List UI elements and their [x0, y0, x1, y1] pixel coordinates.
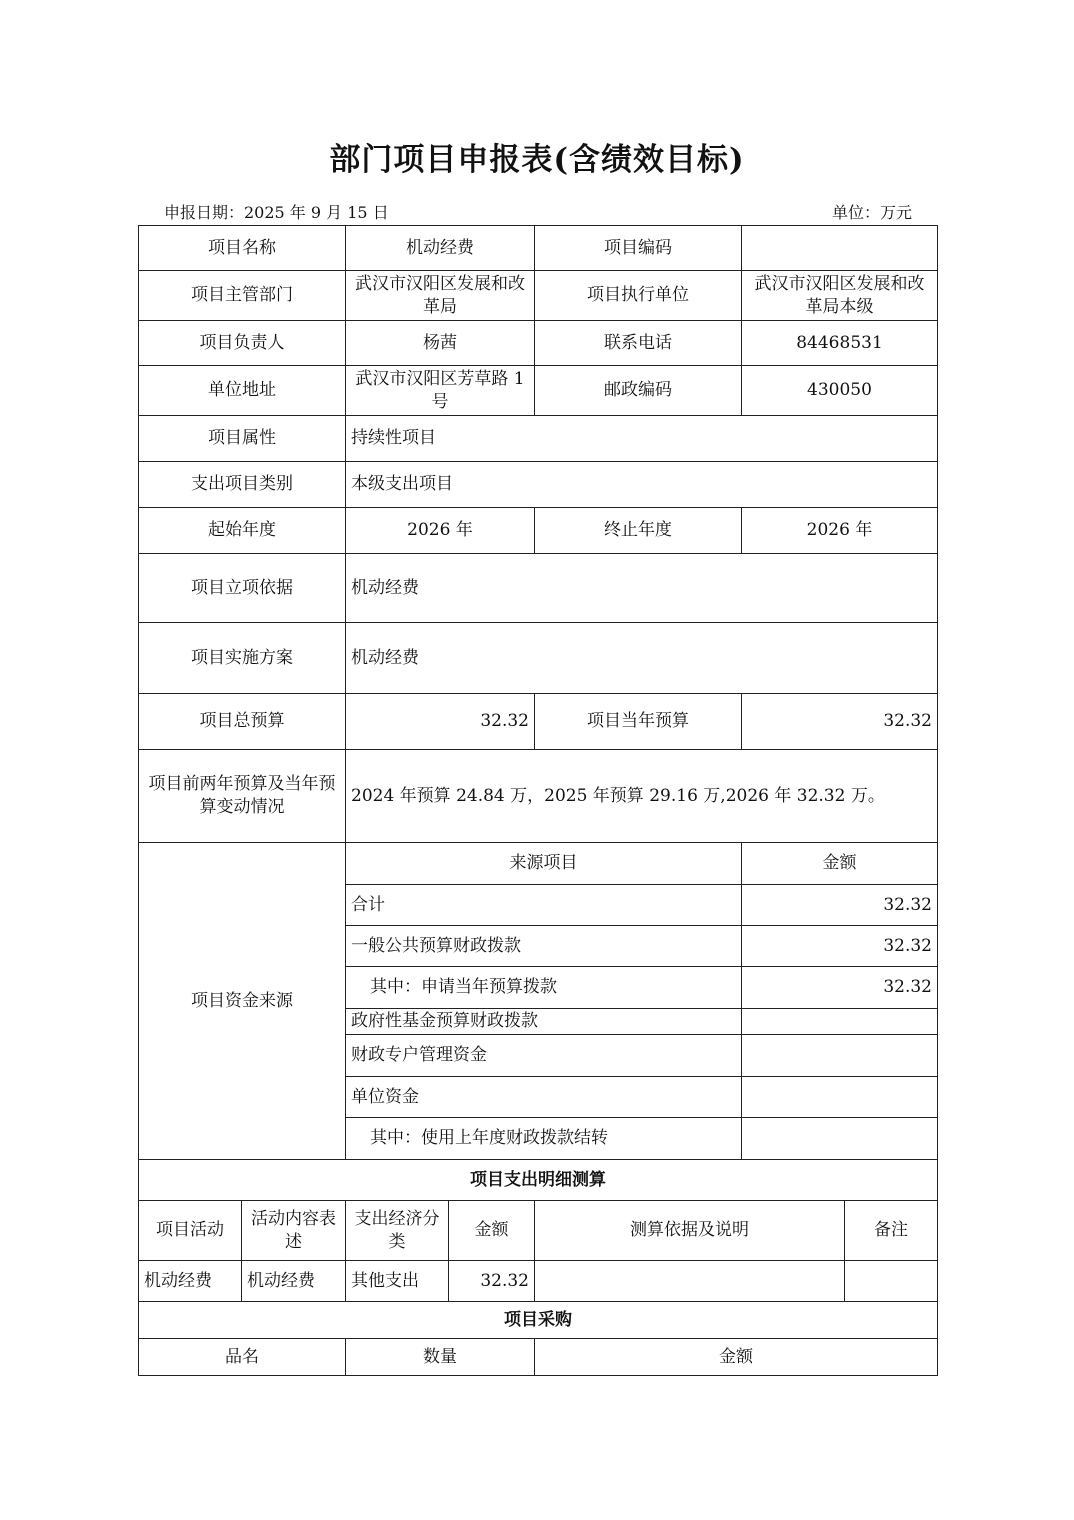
funding-row-name: 一般公共预算财政拨款: [346, 926, 742, 967]
detail-header-content: 活动内容表述: [242, 1201, 346, 1261]
funding-row-name: 合计: [346, 885, 742, 926]
value-basis: 机动经费: [346, 554, 938, 623]
value-attribute: 持续性项目: [346, 416, 938, 462]
detail-amount: 32.32: [449, 1261, 535, 1302]
row-basis: [139, 554, 938, 623]
label-funding-source: 项目资金来源: [139, 843, 346, 1160]
label-current-budget: 项目当年预算: [535, 694, 742, 750]
value-current-budget: 32.32: [742, 694, 938, 750]
detail-content: 机动经费: [242, 1261, 346, 1302]
funding-row-amount: [742, 1035, 938, 1077]
funding-row-name: 政府性基金预算财政拨款: [346, 1009, 742, 1035]
row-budget-change: [139, 750, 938, 843]
row-category: [139, 462, 938, 508]
label-end-year: 终止年度: [535, 508, 742, 554]
label-phone: 联系电话: [535, 321, 742, 366]
label-postcode: 邮政编码: [535, 366, 742, 416]
value-postcode: 430050: [742, 366, 938, 416]
label-exec-unit: 项目执行单位: [535, 271, 742, 321]
label-department: 项目主管部门: [139, 271, 346, 321]
funding-row-name: 其中：使用上年度财政拨款结转: [346, 1118, 742, 1160]
value-project-name: 机动经费: [346, 226, 535, 271]
funding-row-name: 其中：申请当年预算拨款: [346, 967, 742, 1009]
funding-row-amount: 32.32: [742, 926, 938, 967]
funding-row-name: 单位资金: [346, 1077, 742, 1118]
procurement-header-amount: 金额: [535, 1339, 938, 1376]
detail-basis: [535, 1261, 845, 1302]
detail-section-title: 项目支出明细测算: [139, 1160, 938, 1201]
value-category: 本级支出项目: [346, 462, 938, 508]
row-department: [139, 271, 938, 321]
funding-source-header: 来源项目: [346, 843, 742, 885]
label-plan: 项目实施方案: [139, 623, 346, 694]
funding-amount-header: 金额: [742, 843, 938, 885]
value-plan: 机动经费: [346, 623, 938, 694]
row-plan: [139, 623, 938, 694]
procurement-section-title: 项目采购: [139, 1302, 938, 1339]
project-form-table: [138, 225, 938, 1376]
procurement-header-quantity: 数量: [346, 1339, 535, 1376]
detail-header-basis: 测算依据及说明: [535, 1201, 845, 1261]
row-attribute: [139, 416, 938, 462]
value-leader: 杨茜: [346, 321, 535, 366]
row-budget: [139, 694, 938, 750]
procurement-section-row: [139, 1302, 938, 1339]
value-start-year: 2026 年: [346, 508, 535, 554]
funding-row-name: 财政专户管理资金: [346, 1035, 742, 1077]
detail-note: [845, 1261, 938, 1302]
detail-activity: 机动经费: [139, 1261, 242, 1302]
value-total-budget: 32.32: [346, 694, 535, 750]
funding-row-amount: [742, 1118, 938, 1160]
label-basis: 项目立项依据: [139, 554, 346, 623]
label-budget-change: 项目前两年预算及当年预算变动情况: [139, 750, 346, 843]
row-project-name: [139, 226, 938, 271]
value-address: 武汉市汉阳区芳草路 1 号: [346, 366, 535, 416]
funding-row-amount: 32.32: [742, 885, 938, 926]
value-end-year: 2026 年: [742, 508, 938, 554]
label-project-code: 项目编码: [535, 226, 742, 271]
detail-header-note: 备注: [845, 1201, 938, 1261]
detail-row: [139, 1261, 938, 1302]
value-phone: 84468531: [742, 321, 938, 366]
detail-header-activity: 项目活动: [139, 1201, 242, 1261]
row-leader: [139, 321, 938, 366]
detail-header-amount: 金额: [449, 1201, 535, 1261]
funding-row-amount: [742, 1009, 938, 1035]
row-address: [139, 366, 938, 416]
value-exec-unit: 武汉市汉阳区发展和改革局本级: [742, 271, 938, 321]
label-total-budget: 项目总预算: [139, 694, 346, 750]
row-years: [139, 508, 938, 554]
funding-row-amount: [742, 1077, 938, 1118]
label-address: 单位地址: [139, 366, 346, 416]
procurement-header-row: [139, 1339, 938, 1376]
value-department: 武汉市汉阳区发展和改革局: [346, 271, 535, 321]
page-title: 部门项目申报表(含绩效目标): [329, 142, 745, 178]
label-start-year: 起始年度: [139, 508, 346, 554]
report-date: 申报日期：2025 年 9 月 15 日: [164, 203, 389, 222]
funding-row-amount: 32.32: [742, 967, 938, 1009]
value-budget-change: 2024 年预算 24.84 万，2025 年预算 29.16 万,2026 年 32.32 万。: [346, 750, 938, 843]
unit-label: 单位：万元: [831, 203, 912, 222]
funding-header-row: [139, 843, 938, 885]
detail-econ: 其他支出: [346, 1261, 449, 1302]
label-category: 支出项目类别: [139, 462, 346, 508]
detail-header-econ: 支出经济分类: [346, 1201, 449, 1261]
label-leader: 项目负责人: [139, 321, 346, 366]
value-project-code: [742, 226, 938, 271]
procurement-header-item: 品名: [139, 1339, 346, 1376]
detail-header-row: [139, 1201, 938, 1261]
label-attribute: 项目属性: [139, 416, 346, 462]
detail-section-row: [139, 1160, 938, 1201]
label-project-name: 项目名称: [139, 226, 346, 271]
